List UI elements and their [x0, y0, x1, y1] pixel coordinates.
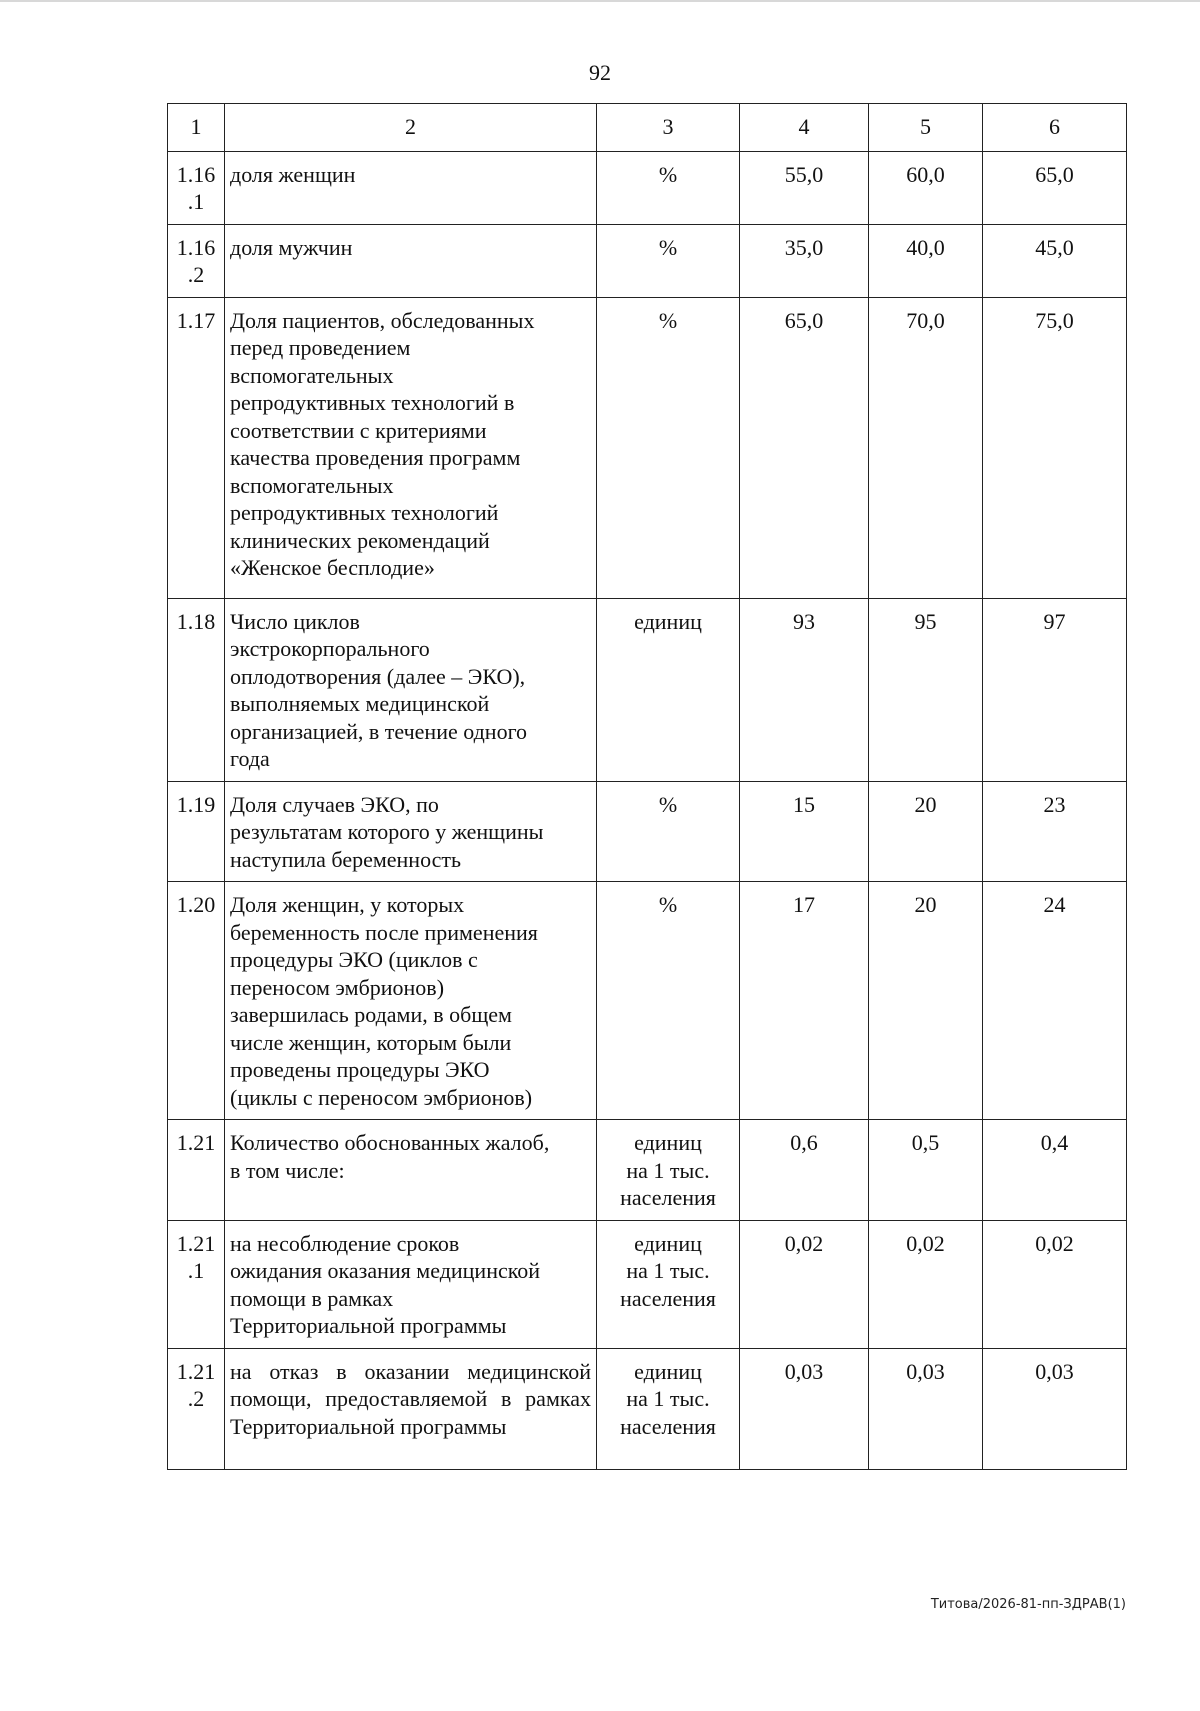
row-value-col-5: 0,5 [869, 1120, 983, 1221]
header-col-6: 6 [983, 104, 1127, 152]
row-value-col-6: 0,02 [983, 1220, 1127, 1348]
row-indicator-text: Доля пациентов, обследованных перед проведением вспомогательных репродуктивных технологий в соответствии с критериями качества проведения программ вспомогательных репродуктивных технологий клинических рекомендаций «Женское бесплодие» [225, 297, 597, 598]
table-row [168, 224, 1127, 297]
table-row [168, 1348, 1127, 1469]
row-unit: % [597, 224, 740, 297]
header-col-5: 5 [869, 104, 983, 152]
row-number: 1.16 .1 [168, 151, 225, 224]
row-indicator-text: Количество обоснованных жалоб, в том числе: [225, 1120, 597, 1221]
row-indicator-text: доля мужчин [225, 224, 597, 297]
document-footer-id: Титова/2026-81-пп-ЗДРАВ(1) [930, 1597, 1126, 1612]
table-row [168, 598, 1127, 781]
row-number: 1.21 .1 [168, 1220, 225, 1348]
table-row [168, 781, 1127, 882]
row-number: 1.20 [168, 882, 225, 1120]
row-unit: единиц на 1 тыс. населения [597, 1348, 740, 1469]
row-unit: % [597, 882, 740, 1120]
row-value-col-5: 60,0 [869, 151, 983, 224]
row-value-col-6: 24 [983, 882, 1127, 1120]
page-number: 92 [589, 60, 611, 85]
header-col-3: 3 [597, 104, 740, 152]
scan-top-edge [0, 0, 1200, 2]
header-col-4: 4 [740, 104, 869, 152]
row-number: 1.17 [168, 297, 225, 598]
row-value-col-6: 97 [983, 598, 1127, 781]
row-unit: единиц на 1 тыс. населения [597, 1120, 740, 1221]
table-row [168, 1120, 1127, 1221]
table-header-row [168, 104, 1127, 152]
row-value-col-5: 0,03 [869, 1348, 983, 1469]
table-row [168, 151, 1127, 224]
row-indicator-text: Доля случаев ЭКО, по результатам которого у женщины наступила беременность [225, 781, 597, 882]
table-body [168, 104, 1127, 1470]
table-row [168, 1220, 1127, 1348]
row-value-col-4: 0,02 [740, 1220, 869, 1348]
row-value-col-4: 65,0 [740, 297, 869, 598]
row-value-col-4: 0,6 [740, 1120, 869, 1221]
row-indicator-text: на несоблюдение сроков ожидания оказания медицинской помощи в рамках Территориальной программы [225, 1220, 597, 1348]
table-row [168, 882, 1127, 1120]
row-indicator-text: Доля женщин, у которых беременность после применения процедуры ЭКО (циклов с переносом эмбрионов) завершилась родами, в общем числе женщин, которым были проведены процедуры ЭКО (циклы с переносом эмбрионов) [225, 882, 597, 1120]
row-value-col-4: 0,03 [740, 1348, 869, 1469]
row-indicator-text: на отказ в оказании медицинской помощи, предоставляемой в рамках Территориальной программы [225, 1348, 597, 1469]
header-col-2: 2 [225, 104, 597, 152]
row-number: 1.21 .2 [168, 1348, 225, 1469]
header-col-1: 1 [168, 104, 225, 152]
row-value-col-6: 0,4 [983, 1120, 1127, 1221]
row-value-col-6: 75,0 [983, 297, 1127, 598]
row-indicator-text: Число циклов экстрокорпорального оплодотворения (далее – ЭКО), выполняемых медицинской организацией, в течение одного года [225, 598, 597, 781]
row-value-col-4: 35,0 [740, 224, 869, 297]
row-value-col-4: 93 [740, 598, 869, 781]
row-number: 1.18 [168, 598, 225, 781]
row-value-col-6: 65,0 [983, 151, 1127, 224]
row-number: 1.16 .2 [168, 224, 225, 297]
row-unit: % [597, 151, 740, 224]
row-value-col-6: 45,0 [983, 224, 1127, 297]
row-value-col-5: 0,02 [869, 1220, 983, 1348]
row-value-col-6: 23 [983, 781, 1127, 882]
row-number: 1.19 [168, 781, 225, 882]
row-value-col-4: 55,0 [740, 151, 869, 224]
row-value-col-4: 15 [740, 781, 869, 882]
row-unit: % [597, 781, 740, 882]
row-value-col-5: 70,0 [869, 297, 983, 598]
row-value-col-6: 0,03 [983, 1348, 1127, 1469]
row-value-col-5: 40,0 [869, 224, 983, 297]
row-value-col-5: 95 [869, 598, 983, 781]
indicators-table [167, 103, 1127, 1470]
row-value-col-4: 17 [740, 882, 869, 1120]
row-unit: единиц на 1 тыс. населения [597, 1220, 740, 1348]
row-unit: единиц [597, 598, 740, 781]
row-unit: % [597, 297, 740, 598]
row-value-col-5: 20 [869, 781, 983, 882]
row-value-col-5: 20 [869, 882, 983, 1120]
table-row [168, 297, 1127, 598]
row-number: 1.21 [168, 1120, 225, 1221]
row-indicator-text: доля женщин [225, 151, 597, 224]
